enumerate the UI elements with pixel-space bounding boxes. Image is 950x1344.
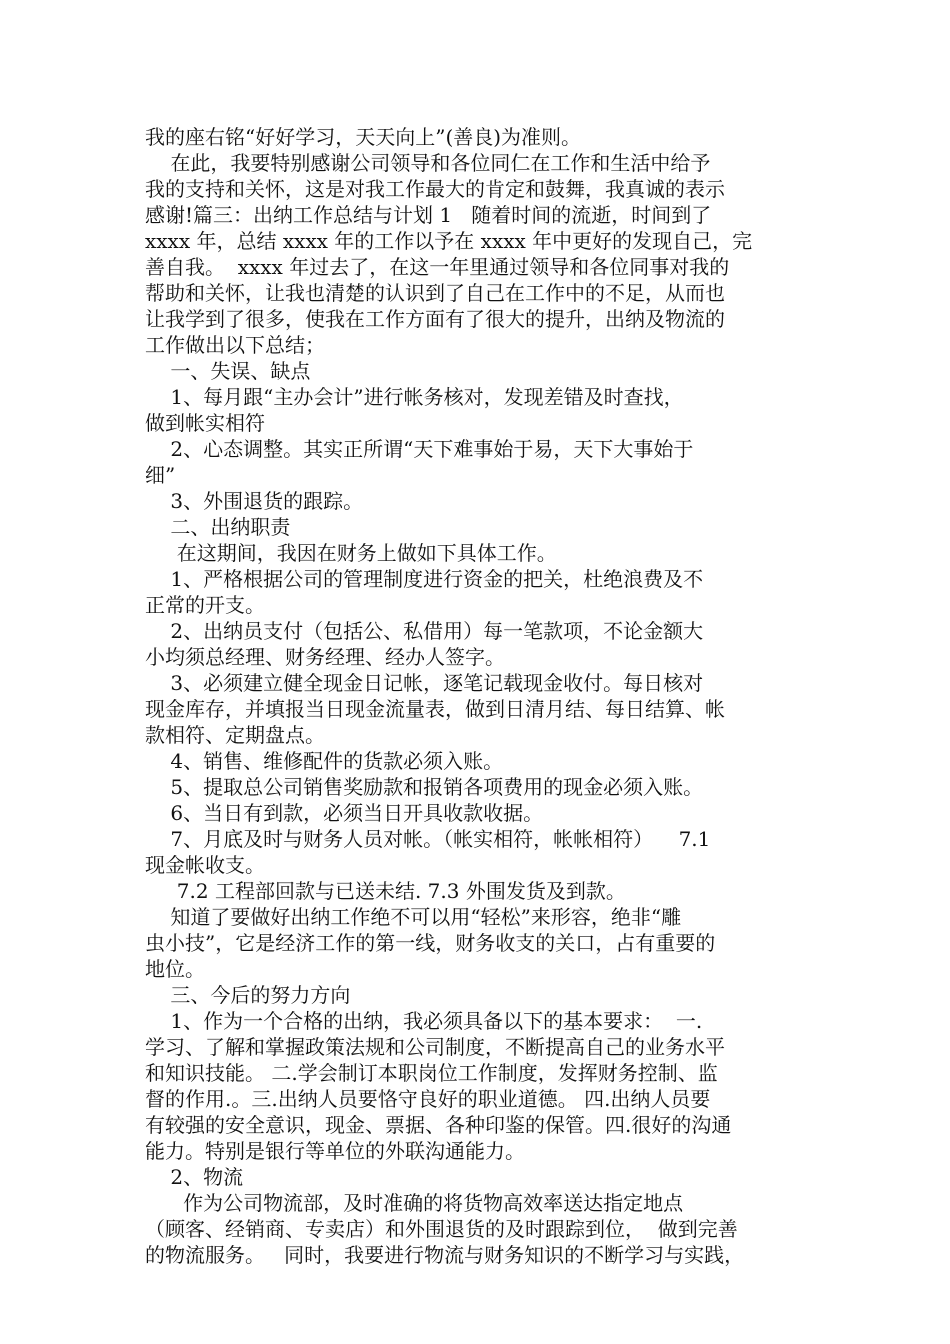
text-line: 3、外围退货的跟踪。 — [145, 489, 364, 513]
text-line: 正常的开支。 — [145, 593, 265, 617]
text-line: 和知识技能。 二.学会制订本职岗位工作制度，发挥财务控制、监 — [145, 1061, 718, 1085]
section-heading: 一、失误、缺点 — [145, 359, 311, 383]
text-line: 3、必须建立健全现金日记帐，逐笔记载现金收付。每日核对 — [145, 671, 704, 695]
text-line: 1、严格根据公司的管理制度进行资金的把关，杜绝浪费及不 — [145, 567, 704, 591]
text-line: 7.2 工程部回款与已送未结. 7.3 外围发货及到款。 — [145, 879, 626, 903]
text-line: 现金库存，并填报当日现金流量表，做到日清月结、每日结算、帐 — [145, 697, 725, 721]
text-line: 在此，我要特别感谢公司领导和各位同仁在工作和生活中给予 — [145, 151, 711, 175]
text-line: 细” — [145, 463, 176, 487]
text-line: 1、每月跟“主办会计”进行帐务核对，发现差错及时查找， — [145, 385, 684, 409]
text-line: 学习、了解和掌握政策法规和公司制度，不断提高自己的业务水平 — [145, 1035, 725, 1059]
text-line: 让我学到了很多，使我在工作方面有了很大的提升，出纳及物流的 — [145, 307, 725, 331]
text-line: 小均须总经理、财务经理、经办人签字。 — [145, 645, 505, 669]
text-line: 能力。特别是银行等单位的外联沟通能力。 — [145, 1139, 525, 1163]
text-line: 2、物流 — [145, 1165, 244, 1189]
text-line: 我的支持和关怀，这是对我工作最大的肯定和鼓舞，我真诚的表示 — [145, 177, 725, 201]
section-heading: 二、出纳职责 — [145, 515, 291, 539]
text-line: 知道了要做好出纳工作绝不可以用“轻松”来形容，绝非“雕 — [145, 905, 682, 929]
document-body — [145, 124, 815, 1268]
text-line: xxxx 年，总结 xxxx 年的工作以予在 xxxx 年中更好的发现自己，完 — [145, 229, 753, 253]
text-line: 善自我。 xxxx 年过去了，在这一年里通过领导和各位同事对我的 — [145, 255, 730, 279]
text-line: 地位。 — [145, 957, 205, 981]
text-line: 我的座右铭“好好学习，天天向上”(善良)为准则。 — [145, 125, 582, 149]
text-line: 在这期间，我因在财务上做如下具体工作。 — [145, 541, 557, 565]
text-line: （顾客、经销商、专卖店）和外围退货的及时跟踪到位， 做到完善 — [145, 1217, 738, 1241]
text-line: 有较强的安全意识，现金、票据、各种印鉴的保管。四.很好的沟通 — [145, 1113, 732, 1137]
text-line: 感谢!篇三：出纳工作总结与计划 1 随着时间的流逝，时间到了 — [145, 203, 712, 227]
text-line: 6、当日有到款，必须当日开具收款收据。 — [145, 801, 544, 825]
text-line: 2、心态调整。其实正所谓“天下难事始于易，天下大事始于 — [145, 437, 694, 461]
text-line: 工作做出以下总结； — [145, 333, 325, 357]
text-line: 5、提取总公司销售奖励款和报销各项费用的现金必须入账。 — [145, 775, 704, 799]
text-line: 现金帐收支。 — [145, 853, 265, 877]
text-line: 4、销售、维修配件的货款必须入账。 — [145, 749, 504, 773]
text-line: 的物流服务。 同时，我要进行物流与财务知识的不断学习与实践， — [145, 1243, 745, 1267]
text-line: 作为公司物流部，及时准确的将货物高效率送达指定地点 — [145, 1191, 684, 1215]
text-line: 2、出纳员支付（包括公、私借用）每一笔款项，不论金额大 — [145, 619, 704, 643]
text-line: 款相符、定期盘点。 — [145, 723, 325, 747]
text-line: 7、月底及时与财务人员对帐。（帐实相符，帐帐相符） 7.1 — [145, 827, 711, 851]
text-line: 虫小技”，它是经济工作的第一线，财务收支的关口，占有重要的 — [145, 931, 716, 955]
text-line: 帮助和关怀，让我也清楚的认识到了自己在工作中的不足，从而也 — [145, 281, 725, 305]
text-line: 1、作为一个合格的出纳，我必须具备以下的基本要求： 一. — [145, 1009, 703, 1033]
text-line: 督的作用.。三.出纳人员要恪守良好的职业道德。 四.出纳人员要 — [145, 1087, 711, 1111]
section-heading: 三、今后的努力方向 — [145, 983, 351, 1007]
text-line: 做到帐实相符 — [145, 411, 265, 435]
